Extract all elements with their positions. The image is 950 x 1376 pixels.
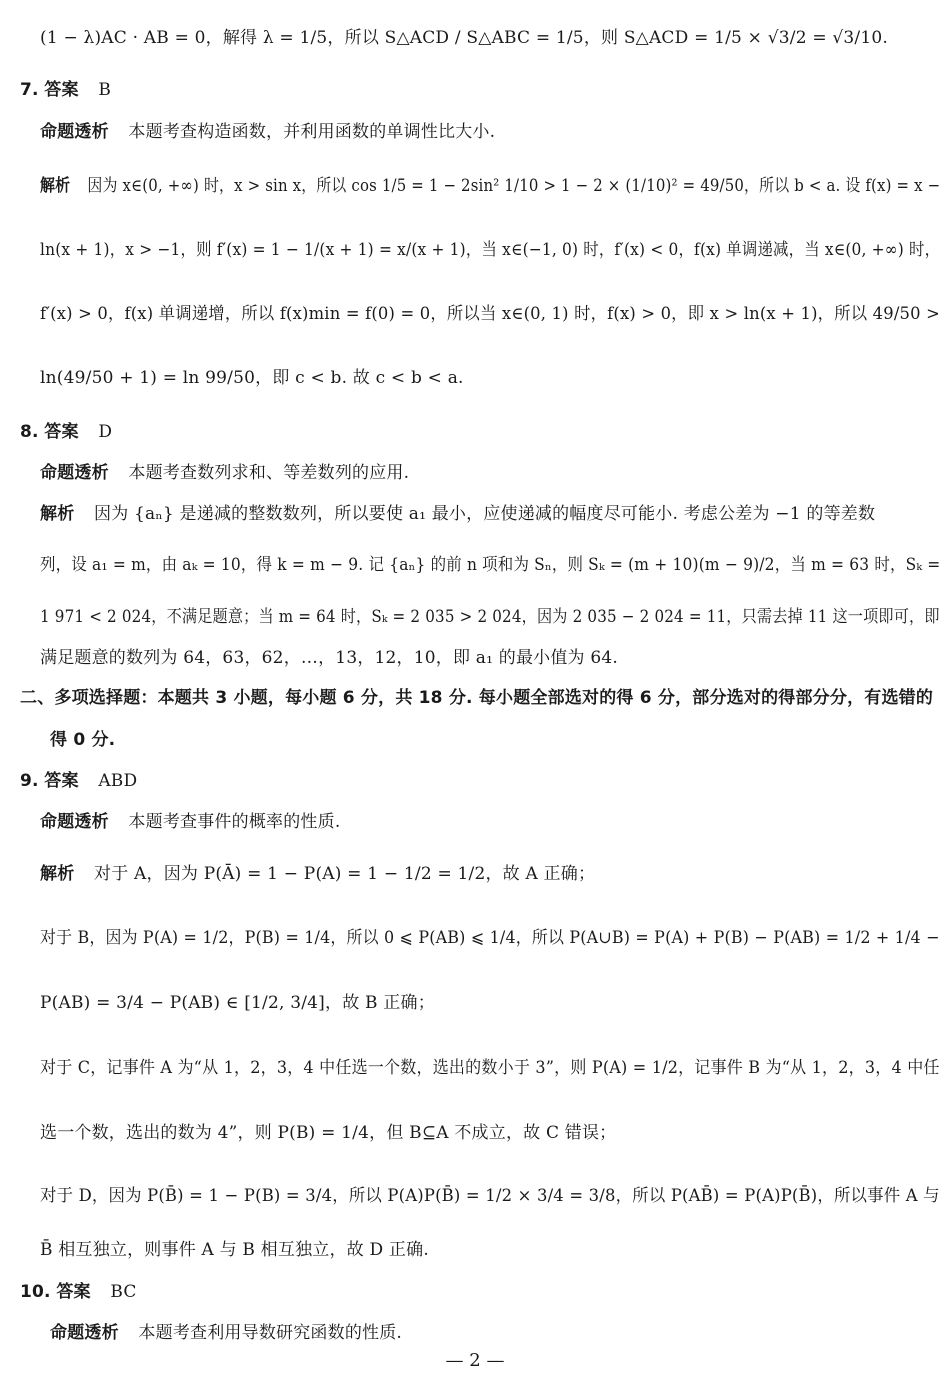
q10-intent: [50, 1321, 402, 1345]
q10-answer: BC: [110, 1282, 137, 1302]
q7-answer: B: [98, 80, 112, 100]
q8-intent-label: 命题透析: [40, 463, 109, 483]
q7-header: [20, 78, 111, 102]
q7-analysis-label: 解析: [40, 176, 71, 196]
q9-intent: [40, 810, 340, 834]
q8-analysis-line-3: 1 971 < 2 024，不满足题意；当 m = 64 时，Sₖ = 2 035 > 2 024，因为 2 035 − 2 024 = 11，只需去掉 11 这一项即可，即: [40, 607, 940, 627]
q7-analysis-text-1: 因为 x∈(0, +∞) 时，x > sin x，所以 cos 1/5 = 1 − 2sin² 1/10 > 1 − 2 × (1/10)² = 49/50，所以 b < a. 设 f(x) = x −: [87, 176, 941, 196]
q9-analysis-text-1: 对于 A，因为 P(Ā) = 1 − P(A) = 1 − 1/2 = 1/2，故 A 正确；: [94, 864, 596, 884]
q8-intent-text: 本题考查数列求和、等差数列的应用.: [128, 463, 410, 483]
q9-number: 9.: [20, 771, 39, 791]
q8-analysis-line-2: 列，设 a₁ = m，由 aₖ = 10，得 k = m − 9. 记 {aₙ} 的前 n 项和为 Sₙ，则 Sₖ = (m + 10)(m − 9)/2，当 m = 63 时，Sₖ =: [40, 555, 941, 575]
q7-answer-label: 答案: [44, 80, 79, 100]
q10-intent-text: 本题考查利用导数研究函数的性质.: [138, 1323, 403, 1343]
page-number: — 2 —: [445, 1350, 505, 1371]
q10-header: [20, 1280, 137, 1304]
q7-number: 7.: [20, 80, 39, 100]
q9-answer: ABD: [98, 771, 138, 791]
q9-analysis-line-1: [40, 862, 595, 886]
q7-analysis-line-3: f′(x) > 0，f(x) 单调递增，所以 f(x)min = f(0) = 0，所以当 x∈(0, 1) 时，f(x) > 0，即 x > ln(x + 1)，所以 49/50 >: [40, 304, 941, 324]
q7-intent-text: 本题考查构造函数，并利用函数的单调性比大小.: [128, 122, 496, 142]
q9-analysis-line-6: 对于 D，因为 P(B̄) = 1 − P(B) = 3/4，所以 P(A)P(B̄) = 1/2 × 3/4 = 3/8，所以 P(AB̄) = P(A)P(B̄)，所以事件 A 与: [40, 1186, 940, 1206]
q6-tail: (1 − λ)AC · AB = 0，解得 λ = 1/5，所以 S△ACD / S△ABC = 1/5，则 S△ACD = 1/5 × √3/2 = √3/10.: [40, 28, 888, 48]
q8-number: 8.: [20, 422, 39, 442]
q8-analysis-line-1: [40, 502, 875, 526]
q8-analysis-line-4: 满足题意的数列为 64，63，62，…，13，12，10，即 a₁ 的最小值为 64.: [40, 648, 618, 668]
q9-analysis-line-5: 选一个数，选出的数为 4”，则 P(B) = 1/4，但 B⊆A 不成立，故 C 错误；: [40, 1123, 617, 1143]
q9-analysis-line-2: 对于 B，因为 P(A) = 1/2，P(B) = 1/4，所以 0 ⩽ P(AB) ⩽ 1/4，所以 P(A∪B) = P(A) + P(B) − P(AB) = 1/2 + 1/4 −: [40, 928, 940, 948]
q7-analysis-line-1: [40, 174, 940, 198]
section2-heading-line-1: 二、多项选择题：本题共 3 小题，每小题 6 分，共 18 分. 每小题全部选对的得 6 分，部分选对的得部分分，有选错的: [20, 688, 934, 708]
q9-intent-label: 命题透析: [40, 812, 109, 832]
q8-analysis-label: 解析: [40, 504, 75, 524]
q8-answer-label: 答案: [44, 422, 79, 442]
q7-analysis-line-4: ln(49/50 + 1) = ln 99/50，即 c < b. 故 c < b < a.: [40, 368, 464, 388]
q9-analysis-line-7: B̄ 相互独立，则事件 A 与 B 相互独立，故 D 正确.: [40, 1240, 429, 1260]
q7-intent-label: 命题透析: [40, 122, 109, 142]
q9-intent-text: 本题考查事件的概率的性质.: [128, 812, 341, 832]
q9-analysis-line-4: 对于 C，记事件 A 为“从 1，2，3，4 中任选一个数，选出的数小于 3”，则 P(A) = 1/2，记事件 B 为“从 1，2，3，4 中任: [40, 1058, 940, 1078]
q10-number: 10.: [20, 1282, 51, 1302]
q7-intent: [40, 120, 495, 144]
q10-intent-label: 命题透析: [50, 1323, 119, 1343]
q9-answer-label: 答案: [44, 771, 79, 791]
q9-analysis-line-3: P(AB) = 3/4 − P(AB) ∈ [1/2, 3/4]，故 B 正确；: [40, 993, 435, 1013]
q8-analysis-text-1: 因为 {aₙ} 是递减的整数数列，所以要使 a₁ 最小，应使递减的幅度尽可能小. 考虑公差为 −1 的等差数: [94, 504, 876, 524]
q9-analysis-label: 解析: [40, 864, 75, 884]
q7-analysis-line-2: ln(x + 1)，x > −1，则 f′(x) = 1 − 1/(x + 1) = x/(x + 1)，当 x∈(−1, 0) 时，f′(x) < 0，f(x) 单调递减，当 x∈(0, +∞) 时，: [40, 240, 941, 260]
q8-intent: [40, 461, 409, 485]
q9-header: [20, 769, 137, 793]
q10-answer-label: 答案: [56, 1282, 91, 1302]
section2-heading-line-2: 得 0 分.: [50, 730, 116, 750]
q8-answer: D: [98, 422, 113, 442]
q8-header: [20, 420, 112, 444]
